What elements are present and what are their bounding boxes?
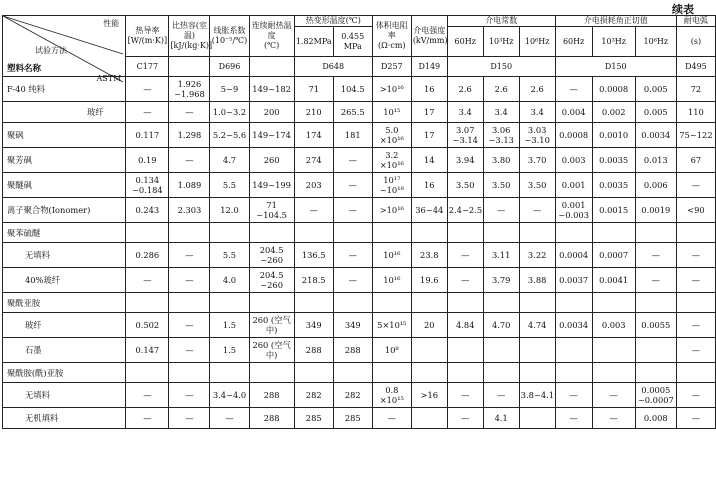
cell-t2 [592,338,635,363]
cell-e2: 3.50 [483,173,519,198]
cell-cp: 1.089 [169,173,210,198]
cell-k: 0.286 [126,243,169,268]
th-f60: 60Hz [447,27,483,57]
cell-t1: 0.004 [555,102,592,123]
th-dielectric-strength: 介电强度 (kV/mm) [411,16,447,57]
cell-e3: 3.50 [519,173,555,198]
cell-e3 [519,408,555,429]
header-material: 塑料名称 [7,64,42,74]
cell-a: 5.5 [210,243,249,268]
cell-e3: 3.4 [519,102,555,123]
cell-e1: 3.4 [447,102,483,123]
cell-cp: — [169,313,210,338]
cell-e3 [519,338,555,363]
cell-a: — [210,408,249,429]
cell-k: — [126,383,169,408]
cell-h1: 203 [294,173,333,198]
cell-vr: 3.2 ×10¹⁶ [372,148,411,173]
cell-e3: 3.70 [519,148,555,173]
cell-t2: 0.0035 [592,173,635,198]
cell-e1: — [447,268,483,293]
cell-ct: 149~199 [249,173,294,198]
cell-ct: 149~174 [249,123,294,148]
table-row [3,173,716,198]
cell-t1: 0.001 ~0.003 [555,198,592,223]
row-name: 玻纤 [3,313,126,338]
cell-k: — [126,268,169,293]
cell-e3: 3.8~4.1 [519,383,555,408]
cell-h2: — [333,243,372,268]
table-row [3,313,716,338]
cell-t2: 0.0007 [592,243,635,268]
cell-t1 [555,338,592,363]
table-row [3,123,716,148]
cell-k: 0.134 ~0.184 [126,173,169,198]
table-row [3,102,716,123]
cell-e1: 3.07 ~3.14 [447,123,483,148]
cell-a: 1.5 [210,313,249,338]
cell-ct: 200 [249,102,294,123]
cell-ct: 260 (空气中) [249,338,294,363]
cell-h1: 288 [294,338,333,363]
header-property: 性能 [103,19,120,28]
cell-ds: 14 [411,148,447,173]
cell-h1: 174 [294,123,333,148]
continued-label: 续表 [672,3,694,16]
cell-vr: 10¹⁶ [372,268,411,293]
th-d1e6: 10⁶Hz [635,27,676,57]
cell-t2: — [592,383,635,408]
th-dissipation: 介电损耗角正切值 [555,16,676,27]
astm-d257: D257 [372,57,411,77]
cell-t2: 0.003 [592,313,635,338]
cell-e3: — [519,198,555,223]
cell-ds: 20 [411,313,447,338]
cell-t3: 0.013 [635,148,676,173]
header-row-1 [3,16,716,27]
cell-a: 1.5 [210,338,249,363]
th-linear-expansion: 线胀系数 (10⁻⁵/℃) [210,16,249,57]
cell-a: 4.0 [210,268,249,293]
cell-arc: — [676,313,715,338]
cell-e2: 3.4 [483,102,519,123]
astm-blank-2 [249,57,294,77]
cell-t3: 0.0019 [635,198,676,223]
astm-d495: D495 [676,57,715,77]
cell-ds: 19.6 [411,268,447,293]
cell-k: — [126,102,169,123]
cell-h2: 282 [333,383,372,408]
astm-d150-df: D150 [555,57,676,77]
cell-ds [411,408,447,429]
table-row [3,148,716,173]
cell-h2: — [333,173,372,198]
group-title: 聚苯硫醚 [3,223,126,243]
cell-e1: — [447,408,483,429]
cell-vr: 5×10¹⁵ [372,313,411,338]
cell-ct: 288 [249,408,294,429]
cell-cp: — [169,102,210,123]
cell-e2 [483,338,519,363]
cell-e1 [447,338,483,363]
cell-e1: 3.94 [447,148,483,173]
table-row [3,408,716,429]
cell-a: 5.2~5.6 [210,123,249,148]
cell-e3: 3.88 [519,268,555,293]
cell-ct: 71 ~104.5 [249,198,294,223]
cell-cp: — [169,408,210,429]
cell-e2: — [483,383,519,408]
cell-arc: — [676,173,715,198]
cell-h1: 285 [294,408,333,429]
cell-t2: 0.0010 [592,123,635,148]
cell-t1: — [555,408,592,429]
astm-d149: D149 [411,57,447,77]
cell-t2: 0.0041 [592,268,635,293]
th-thermal-conductivity: 热导率 [W/(m·K)] [126,16,169,57]
th-hdt-0455: 0.455 MPa [333,27,372,57]
cell-h1: — [294,198,333,223]
cell-arc: 75~122 [676,123,715,148]
cell-a: 1.0~3.2 [210,102,249,123]
group-title: 聚酰胺(酰)亚胺 [3,363,126,383]
cell-t1: 0.0004 [555,243,592,268]
cell-t3: 0.005 [635,102,676,123]
header-astm: ASTM [96,74,122,83]
cell-arc: — [676,243,715,268]
th-arc: 耐电弧 [676,16,715,27]
cell-k: — [126,77,169,102]
row-name: F-40 纯料 [3,77,126,102]
cell-t3 [635,338,676,363]
cell-cp: 2.303 [169,198,210,223]
cell-arc: <90 [676,198,715,223]
cell-e1: 2.4~2.5 [447,198,483,223]
astm-blank [169,57,210,77]
cell-k: 0.243 [126,198,169,223]
cell-vr: 10¹⁷ ~10¹⁸ [372,173,411,198]
cell-e2: 3.79 [483,268,519,293]
th-d60: 60Hz [555,27,592,57]
cell-cp: 1.926 ~1.968 [169,77,210,102]
cell-e2: 3.80 [483,148,519,173]
cell-ds: 23.8 [411,243,447,268]
th-f1e3: 10³Hz [483,27,519,57]
cell-a: 5~9 [210,77,249,102]
cell-k: 0.147 [126,338,169,363]
cell-cp: — [169,383,210,408]
cell-a: 5.5 [210,173,249,198]
cell-h1: 218.5 [294,268,333,293]
cell-arc: 110 [676,102,715,123]
cell-k: 0.19 [126,148,169,173]
cell-e3: 4.74 [519,313,555,338]
cell-e2: — [483,198,519,223]
cell-arc: — [676,338,715,363]
row-name: 无填料 [3,243,126,268]
cell-h1: 210 [294,102,333,123]
header-test-method: 试验方法 [35,46,67,55]
cell-a: 4.7 [210,148,249,173]
cell-e2: 2.6 [483,77,519,102]
table-row [3,383,716,408]
th-arc-unit: (s) [676,27,715,57]
cell-cp: — [169,338,210,363]
cell-ds: 17 [411,102,447,123]
astm-d648: D648 [294,57,372,77]
cell-h1: 349 [294,313,333,338]
cell-a: 3.4~4.0 [210,383,249,408]
table-row [3,268,716,293]
cell-ds: >16 [411,383,447,408]
astm-d696: D696 [210,57,249,77]
cell-ct: 204.5 ~260 [249,243,294,268]
cell-cp: — [169,148,210,173]
th-f1e6: 10⁶Hz [519,27,555,57]
cell-t3: 0.0005 ~0.0007 [635,383,676,408]
cell-ct: 260 (空气中) [249,313,294,338]
cell-e1: 2.6 [447,77,483,102]
cell-h2: 104.5 [333,77,372,102]
cell-h1: 136.5 [294,243,333,268]
cell-arc: — [676,408,715,429]
cell-vr: 10¹⁵ [372,102,411,123]
cell-t2: 0.002 [592,102,635,123]
cell-t3: — [635,243,676,268]
cell-t1: 0.001 [555,173,592,198]
cell-e1: — [447,243,483,268]
cell-ds: 16 [411,173,447,198]
cell-e1: — [447,383,483,408]
cell-t3: — [635,268,676,293]
group-title-row [3,223,716,243]
cell-k: 0.502 [126,313,169,338]
cell-h2: 181 [333,123,372,148]
group-title-row [3,363,716,383]
cell-t2: 0.0015 [592,198,635,223]
row-name: 聚醚砜 [3,173,126,198]
row-name: 石墨 [3,338,126,363]
cell-t3: 0.008 [635,408,676,429]
table-row [3,198,716,223]
cell-vr: 0.8 ×10¹⁵ [372,383,411,408]
property-table-wrapper [2,15,713,485]
th-hdt-182: 1.82MPa [294,27,333,57]
table-row [3,243,716,268]
cell-ds: 17 [411,123,447,148]
row-name: 玻纤 [3,102,126,123]
cell-arc: 67 [676,148,715,173]
cell-vr: >10¹⁶ [372,198,411,223]
cell-cp: — [169,268,210,293]
cell-h2: — [333,148,372,173]
row-name: 无填料 [3,383,126,408]
cell-ct: 149~182 [249,77,294,102]
cell-a: 12.0 [210,198,249,223]
th-hdt: 热变形温度(℃) [294,16,372,27]
cell-e3: 3.22 [519,243,555,268]
cell-e2: 3.11 [483,243,519,268]
group-title-row [3,293,716,313]
cell-k: — [126,408,169,429]
cell-vr: 10¹⁶ [372,243,411,268]
cell-cp: 1.298 [169,123,210,148]
cell-cp: — [169,243,210,268]
group-title: 聚酰亚胺 [3,293,126,313]
cell-ct: 260 [249,148,294,173]
cell-h2: — [333,198,372,223]
row-name: 聚芳砜 [3,148,126,173]
cell-e2: 3.06 ~3.13 [483,123,519,148]
cell-k: 0.117 [126,123,169,148]
cell-t3: 0.005 [635,77,676,102]
cell-t3: 0.0034 [635,123,676,148]
th-dielectric-constant: 介电常数 [447,16,555,27]
cell-t1: 0.003 [555,148,592,173]
cell-t3: 0.0055 [635,313,676,338]
cell-t1: 0.0037 [555,268,592,293]
cell-h2: 349 [333,313,372,338]
property-table [2,15,716,429]
cell-e3: 3.03 ~3.10 [519,123,555,148]
cell-t1: — [555,77,592,102]
cell-t1: 0.0008 [555,123,592,148]
cell-h1: 71 [294,77,333,102]
cell-vr: >10¹⁶ [372,77,411,102]
cell-h1: 274 [294,148,333,173]
cell-vr: 5.0 ×10¹⁶ [372,123,411,148]
cell-vr: — [372,408,411,429]
row-name: 无机填料 [3,408,126,429]
th-continuous-heat: 连续耐热温度 (℃) [249,16,294,57]
cell-e3: 2.6 [519,77,555,102]
cell-t2: 0.0008 [592,77,635,102]
row-name: 离子聚合物(Ionomer) [3,198,126,223]
cell-e2: 4.70 [483,313,519,338]
row-name: 聚砜 [3,123,126,148]
cell-h2: — [333,268,372,293]
cell-t2: 0.0035 [592,148,635,173]
cell-t1: — [555,383,592,408]
th-d1e3: 10³Hz [592,27,635,57]
cell-h2: 288 [333,338,372,363]
cell-h2: 265.5 [333,102,372,123]
cell-ds: 36~44 [411,198,447,223]
cell-t2: — [592,408,635,429]
cell-e1: 3.50 [447,173,483,198]
cell-vr: 10⁸ [372,338,411,363]
header-diagonal-cell [3,16,126,83]
cell-ds [411,338,447,363]
row-name: 40%玻纤 [3,268,126,293]
th-specific-heat: 比热容(室温) [kJ/(kg·K)] [169,16,210,57]
cell-e2: 4.1 [483,408,519,429]
cell-arc: — [676,268,715,293]
cell-h2: 285 [333,408,372,429]
cell-h1: 282 [294,383,333,408]
cell-ct: 288 [249,383,294,408]
cell-e1: 4.84 [447,313,483,338]
cell-ds: 16 [411,77,447,102]
cell-ct: 204.5 ~260 [249,268,294,293]
th-volume-resistivity: 体积电阻率 (Ω·cm) [372,16,411,57]
cell-t1: 0.0034 [555,313,592,338]
cell-arc: — [676,383,715,408]
cell-arc: 72 [676,77,715,102]
astm-d150-dc: D150 [447,57,555,77]
cell-t3: 0.006 [635,173,676,198]
table-row [3,338,716,363]
astm-c177: C177 [126,57,169,77]
